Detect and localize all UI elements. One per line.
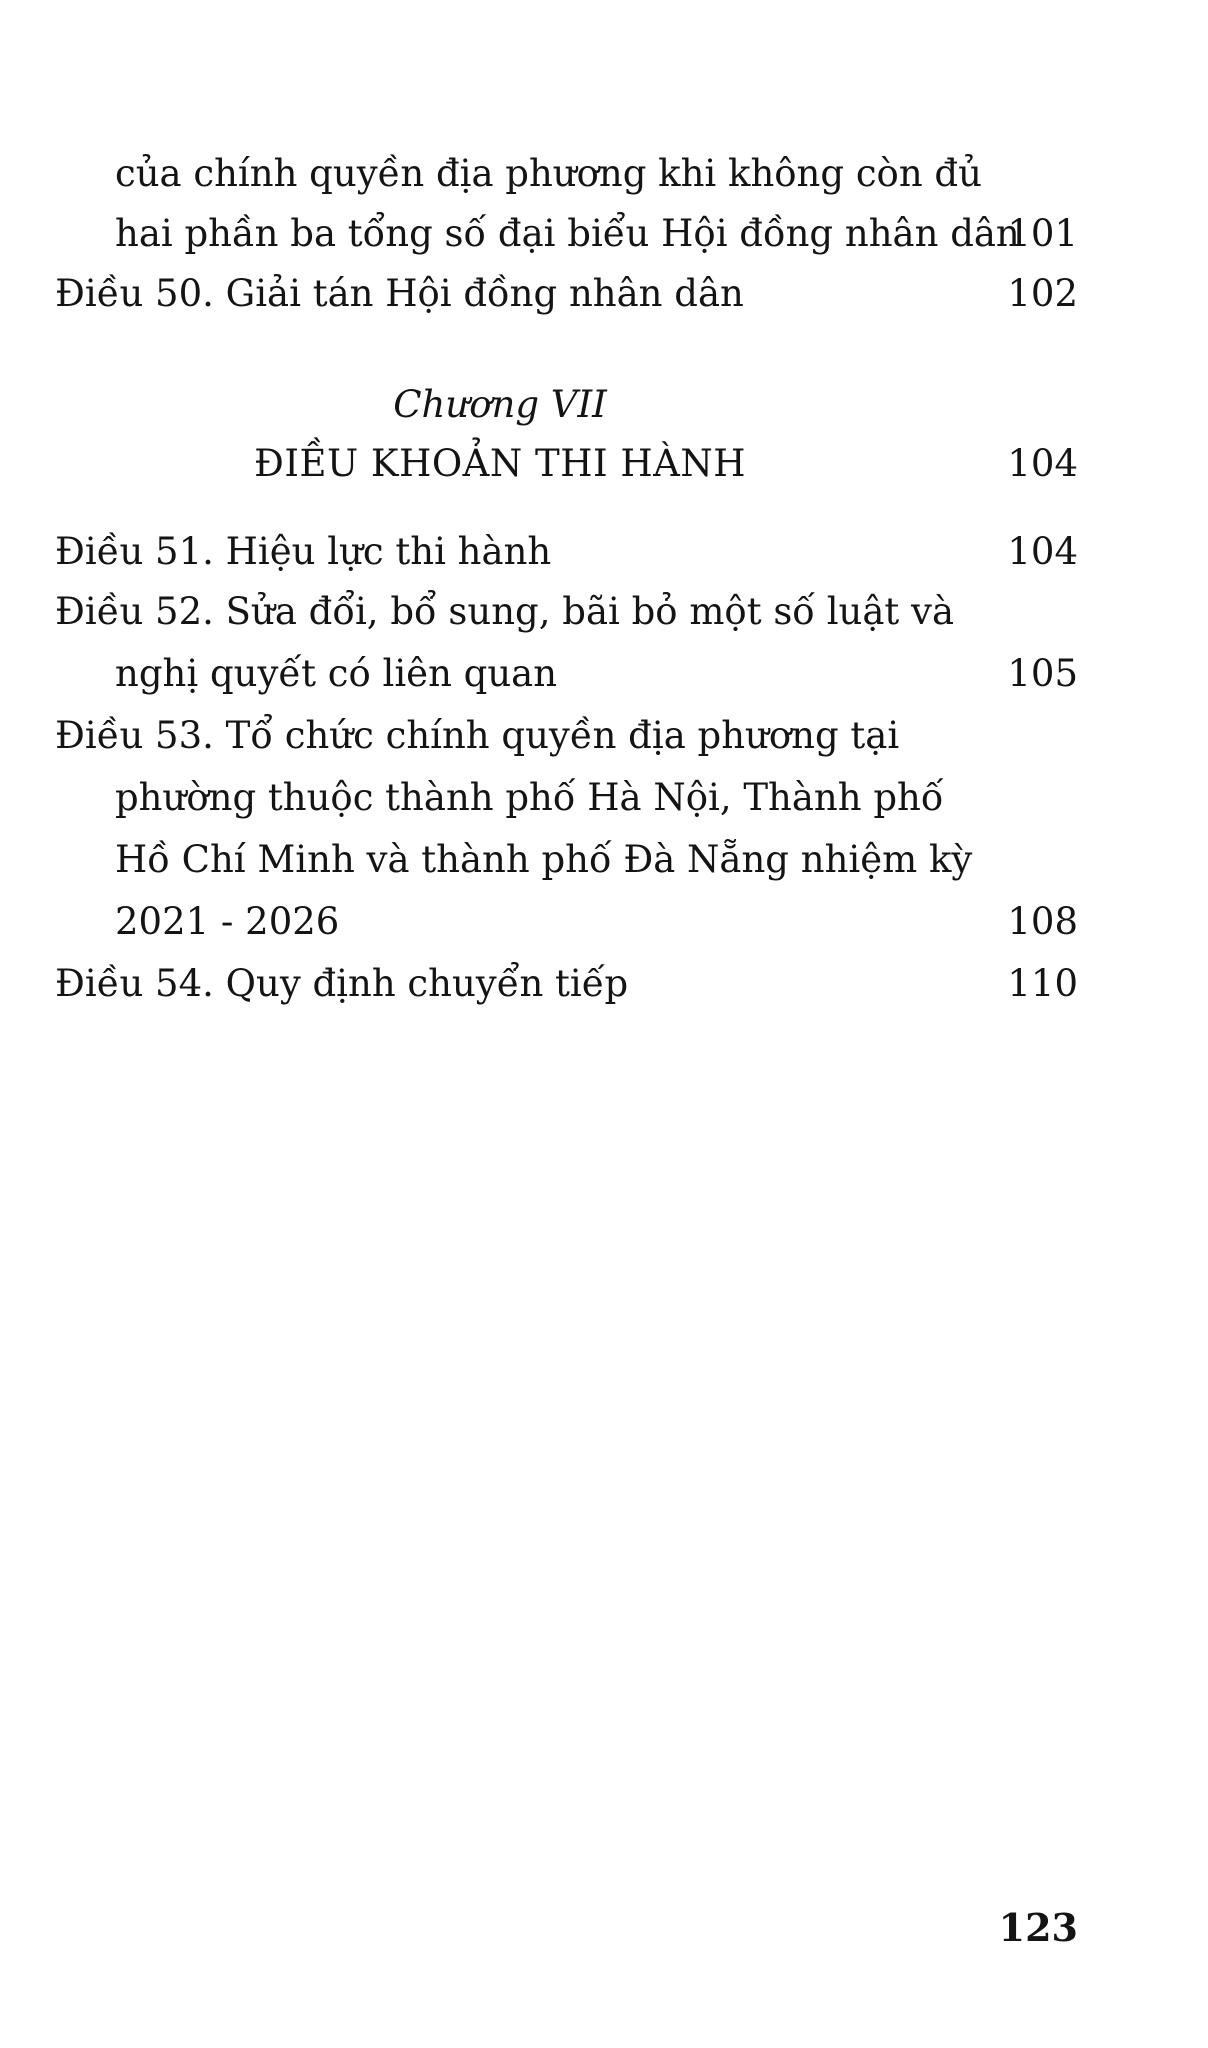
page-folio-number: 123 — [998, 1905, 1078, 1950]
toc-entry-53-line-3: Hồ Chí Minh và thành phố Đà Nẵng nhiệm kỳ — [115, 838, 973, 881]
chapter-page-number: 104 — [1007, 442, 1078, 485]
toc-entry-49-continuation-line-1: của chính quyền địa phương khi không còn đủ — [115, 152, 982, 195]
chapter-label: Chương VII — [393, 383, 607, 426]
toc-entry-50-page-number: 102 — [1007, 272, 1078, 315]
toc-entry-50-title: Điều 50. Giải tán Hội đồng nhân dân — [55, 272, 744, 315]
toc-entry-52-page-number: 105 — [1007, 652, 1078, 695]
toc-entry-51-title: Điều 51. Hiệu lực thi hành — [55, 530, 552, 573]
toc-entry-54-page-number: 110 — [1007, 962, 1078, 1005]
toc-entry-53-line-1: Điều 53. Tổ chức chính quyền địa phương tại — [55, 714, 900, 757]
toc-entry-49-continuation-line-2: hai phần ba tổng số đại biểu Hội đồng nhân dân — [115, 212, 1020, 255]
toc-entry-51-page-number: 104 — [1007, 530, 1078, 573]
toc-entry-52-line-1: Điều 52. Sửa đổi, bổ sung, bãi bỏ một số luật và — [55, 590, 955, 633]
toc-entry-52-line-2: nghị quyết có liên quan — [115, 652, 558, 695]
toc-entry-54-title: Điều 54. Quy định chuyển tiếp — [55, 962, 629, 1005]
toc-entry-53-line-4: 2021 - 2026 — [115, 900, 340, 943]
toc-entry-49-page-number: 101 — [1007, 212, 1078, 255]
toc-entry-53-page-number: 108 — [1007, 900, 1078, 943]
chapter-title: ĐIỀU KHOẢN THI HÀNH — [254, 442, 746, 485]
toc-entry-53-line-2: phường thuộc thành phố Hà Nội, Thành phố — [115, 776, 944, 819]
